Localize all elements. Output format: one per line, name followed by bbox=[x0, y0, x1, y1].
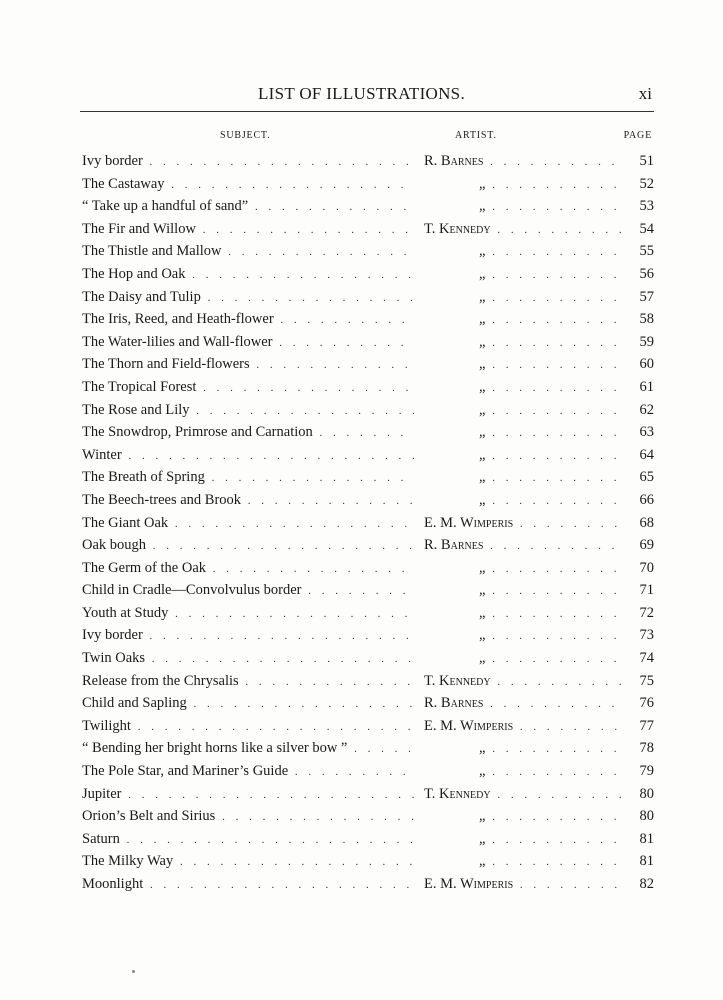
list-item bbox=[80, 150, 654, 173]
list-item bbox=[80, 173, 654, 196]
entry-subject: The Fir and Willow . . . bbox=[82, 218, 414, 242]
entry-subject: The Giant Oak . . . bbox=[82, 512, 414, 536]
entry-artist-text: „ bbox=[479, 853, 486, 870]
entry-subject: The Snowdrop, Primrose and Carnation . . . bbox=[82, 421, 414, 445]
entry-subject: Moonlight . . . bbox=[82, 873, 414, 897]
entry-artist-text: „ bbox=[479, 808, 486, 825]
entry-page-number: 69 bbox=[624, 534, 654, 557]
entry-artist-text: T. Kennedy bbox=[424, 785, 491, 802]
entry-page-number: 72 bbox=[624, 602, 654, 625]
list-item bbox=[80, 466, 654, 489]
entry-artist-text: „ bbox=[479, 446, 486, 463]
list-item bbox=[80, 240, 654, 263]
entry-subject: Twilight . . . bbox=[82, 715, 414, 739]
entry-artist-ditto bbox=[424, 399, 624, 423]
entry-artist-text: R. Barnes bbox=[424, 695, 484, 712]
entry-artist bbox=[424, 218, 624, 242]
entry-page-number: 81 bbox=[624, 828, 654, 851]
entry-page-number: 64 bbox=[624, 444, 654, 467]
entry-subject: Youth at Study . . . bbox=[82, 602, 414, 626]
list-item bbox=[80, 557, 654, 580]
list-item bbox=[80, 399, 654, 422]
entry-page-number: 68 bbox=[624, 512, 654, 535]
list-item bbox=[80, 737, 654, 760]
list-item bbox=[80, 489, 654, 512]
entry-artist-text: „ bbox=[479, 333, 486, 350]
entry-page-number: 73 bbox=[624, 624, 654, 647]
entry-subject: Ivy border . . . bbox=[82, 150, 414, 174]
list-item bbox=[80, 760, 654, 783]
entry-artist-ditto bbox=[424, 602, 624, 626]
list-item bbox=[80, 534, 654, 557]
entry-artist-text: „ bbox=[479, 582, 486, 599]
list-item bbox=[80, 602, 654, 625]
entry-subject: The Daisy and Tulip . . . bbox=[82, 286, 414, 310]
entry-subject: Winter . . . bbox=[82, 444, 414, 468]
entry-artist-text: „ bbox=[479, 401, 486, 418]
entry-artist-text: „ bbox=[479, 830, 486, 847]
entry-subject: The Water-lilies and Wall-flower . . . bbox=[82, 331, 414, 355]
illustrations-list bbox=[80, 150, 654, 896]
entry-subject: The Castaway . . . bbox=[82, 173, 414, 197]
entry-artist bbox=[424, 873, 624, 897]
entry-artist-text: „ bbox=[479, 763, 486, 780]
entry-artist-text: „ bbox=[479, 378, 486, 395]
entry-page-number: 65 bbox=[624, 466, 654, 489]
entry-artist-text: E. M. Wimperis bbox=[424, 876, 514, 892]
entry-artist-text: „ bbox=[479, 559, 486, 576]
column-heading-subject: SUBJECT. bbox=[220, 130, 271, 141]
entry-subject: The Tropical Forest . . . bbox=[82, 376, 414, 400]
entry-subject: Ivy border . . . bbox=[82, 624, 414, 648]
entry-artist-text: „ bbox=[479, 650, 486, 667]
list-item bbox=[80, 579, 654, 602]
entry-artist-ditto bbox=[424, 760, 624, 784]
entry-artist-ditto bbox=[424, 286, 624, 310]
entry-artist-ditto bbox=[424, 421, 624, 445]
list-item bbox=[80, 331, 654, 354]
entry-artist-text: E. M. Wimperis bbox=[424, 514, 514, 531]
entry-subject: The Beech-trees and Brook . . . bbox=[82, 489, 414, 513]
entry-artist-text: „ bbox=[479, 604, 486, 621]
entry-artist-ditto bbox=[424, 737, 624, 761]
entry-artist-ditto bbox=[424, 489, 624, 513]
entry-page-number: 76 bbox=[624, 692, 654, 715]
entry-page-number: 66 bbox=[624, 489, 654, 512]
entry-subject: The Milky Way . . . bbox=[82, 850, 414, 874]
entry-page-number: 61 bbox=[624, 376, 654, 399]
entry-page-number: 82 bbox=[624, 873, 654, 896]
list-item bbox=[80, 421, 654, 444]
entry-artist-ditto bbox=[424, 647, 624, 671]
page-speck bbox=[132, 970, 135, 973]
list-item bbox=[80, 308, 654, 331]
entry-page-number: 57 bbox=[624, 286, 654, 309]
entry-artist-text: „ bbox=[479, 627, 486, 644]
entry-artist-text: R. Barnes bbox=[424, 537, 484, 554]
entry-page-number: 59 bbox=[624, 331, 654, 354]
entry-page-number: 80 bbox=[624, 805, 654, 828]
entry-artist-ditto bbox=[424, 828, 624, 852]
entry-artist-ditto bbox=[424, 376, 624, 400]
entry-page-number: 51 bbox=[624, 150, 654, 173]
entry-artist-ditto bbox=[424, 195, 624, 219]
entry-page-number: 79 bbox=[624, 760, 654, 783]
entry-page-number: 56 bbox=[624, 263, 654, 286]
entry-artist-ditto bbox=[424, 579, 624, 603]
entry-subject: Orion’s Belt and Sirius . . . bbox=[82, 805, 414, 829]
list-item bbox=[80, 195, 654, 218]
entry-artist-text: „ bbox=[479, 740, 486, 757]
entry-artist bbox=[424, 783, 624, 807]
entry-artist-text: R. Barnes bbox=[424, 153, 484, 169]
entry-artist bbox=[424, 692, 624, 716]
entry-artist-ditto bbox=[424, 263, 624, 287]
entry-subject: The Breath of Spring . . . bbox=[82, 466, 414, 490]
entry-artist bbox=[424, 534, 624, 558]
entry-subject: The Pole Star, and Mariner’s Guide . . . bbox=[82, 760, 414, 784]
entry-page-number: 62 bbox=[624, 399, 654, 422]
page-number: xi bbox=[638, 84, 652, 103]
entry-artist-text: „ bbox=[479, 469, 486, 486]
entry-page-number: 70 bbox=[624, 557, 654, 580]
list-item bbox=[80, 850, 654, 873]
entry-artist bbox=[424, 512, 624, 536]
entry-artist-text: „ bbox=[479, 265, 486, 282]
list-item bbox=[80, 828, 654, 851]
entry-page-number: 78 bbox=[624, 737, 654, 760]
entry-page-number: 55 bbox=[624, 240, 654, 263]
entry-artist-text: „ bbox=[479, 175, 486, 192]
list-item bbox=[80, 873, 654, 896]
entry-artist-ditto bbox=[424, 444, 624, 468]
entry-page-number: 53 bbox=[624, 195, 654, 218]
entry-subject: Release from the Chrysalis . . . bbox=[82, 670, 414, 694]
entry-artist-text: E. M. Wimperis bbox=[424, 717, 514, 734]
list-item bbox=[80, 647, 654, 670]
list-item bbox=[80, 286, 654, 309]
entry-subject: The Germ of the Oak . . . bbox=[82, 557, 414, 581]
entry-subject: “ Take up a handful of sand” . . . bbox=[82, 195, 414, 219]
entry-page-number: 63 bbox=[624, 421, 654, 444]
entry-artist-ditto bbox=[424, 308, 624, 332]
entry-artist-text: T. Kennedy bbox=[424, 220, 491, 237]
entry-subject: The Iris, Reed, and Heath-flower . . . bbox=[82, 308, 414, 332]
entry-page-number: 54 bbox=[624, 218, 654, 241]
entry-subject: Jupiter . . . bbox=[82, 783, 414, 807]
entry-artist-ditto bbox=[424, 850, 624, 874]
entry-page-number: 52 bbox=[624, 173, 654, 196]
list-item bbox=[80, 715, 654, 738]
list-item bbox=[80, 805, 654, 828]
entry-subject: The Hop and Oak . . . bbox=[82, 263, 414, 287]
list-item bbox=[80, 353, 654, 376]
entry-artist-text: „ bbox=[479, 311, 486, 328]
list-item bbox=[80, 218, 654, 241]
list-item bbox=[80, 692, 654, 715]
entry-subject: Twin Oaks . . . bbox=[82, 647, 414, 671]
entry-page-number: 80 bbox=[624, 783, 654, 806]
entry-page-number: 60 bbox=[624, 353, 654, 376]
entry-page-number: 75 bbox=[624, 670, 654, 693]
entry-artist-text: „ bbox=[479, 243, 486, 260]
entry-artist bbox=[424, 150, 624, 174]
entry-artist-text: „ bbox=[479, 424, 486, 441]
entry-artist bbox=[424, 715, 624, 739]
column-heading-artist: ARTIST. bbox=[455, 130, 497, 141]
header-rule bbox=[80, 111, 654, 112]
entry-subject: Saturn . . . bbox=[82, 828, 414, 852]
entry-artist-text: „ bbox=[479, 198, 486, 215]
entry-artist bbox=[424, 670, 624, 694]
list-item bbox=[80, 376, 654, 399]
entry-artist-text: T. Kennedy bbox=[424, 672, 491, 689]
entry-artist-ditto bbox=[424, 331, 624, 355]
entry-artist-ditto bbox=[424, 805, 624, 829]
entry-artist-text: „ bbox=[479, 491, 486, 508]
entry-subject: “ Bending her bright horns like a silver bow ” . . . bbox=[82, 737, 414, 761]
running-title: LIST OF ILLUSTRATIONS. bbox=[258, 84, 465, 103]
entry-subject: Child and Sapling . . . bbox=[82, 692, 414, 716]
entry-subject: The Rose and Lily . . . bbox=[82, 399, 414, 423]
entry-artist-ditto bbox=[424, 466, 624, 490]
list-item bbox=[80, 263, 654, 286]
entry-artist-ditto bbox=[424, 240, 624, 264]
entry-subject: The Thistle and Mallow . . . bbox=[82, 240, 414, 264]
entry-artist-text: „ bbox=[479, 288, 486, 305]
entry-subject: The Thorn and Field-flowers . . . bbox=[82, 353, 414, 377]
column-heading-page: PAGE bbox=[623, 130, 652, 141]
entry-page-number: 71 bbox=[624, 579, 654, 602]
entry-artist-text: „ bbox=[479, 356, 486, 373]
list-item bbox=[80, 670, 654, 693]
entry-artist-ditto bbox=[424, 173, 624, 197]
entry-artist-ditto bbox=[424, 624, 624, 648]
column-headings bbox=[80, 130, 652, 146]
entry-page-number: 77 bbox=[624, 715, 654, 738]
list-item bbox=[80, 783, 654, 806]
list-item bbox=[80, 512, 654, 535]
list-item bbox=[80, 624, 654, 647]
entry-page-number: 74 bbox=[624, 647, 654, 670]
entry-subject: Child in Cradle—Convolvulus border . . . bbox=[82, 579, 414, 603]
entry-artist-ditto bbox=[424, 557, 624, 581]
entry-artist-ditto bbox=[424, 353, 624, 377]
list-item bbox=[80, 444, 654, 467]
entry-page-number: 81 bbox=[624, 850, 654, 873]
entry-page-number: 58 bbox=[624, 308, 654, 331]
page-header bbox=[80, 84, 652, 108]
entry-subject: Oak bough . . . bbox=[82, 534, 414, 558]
